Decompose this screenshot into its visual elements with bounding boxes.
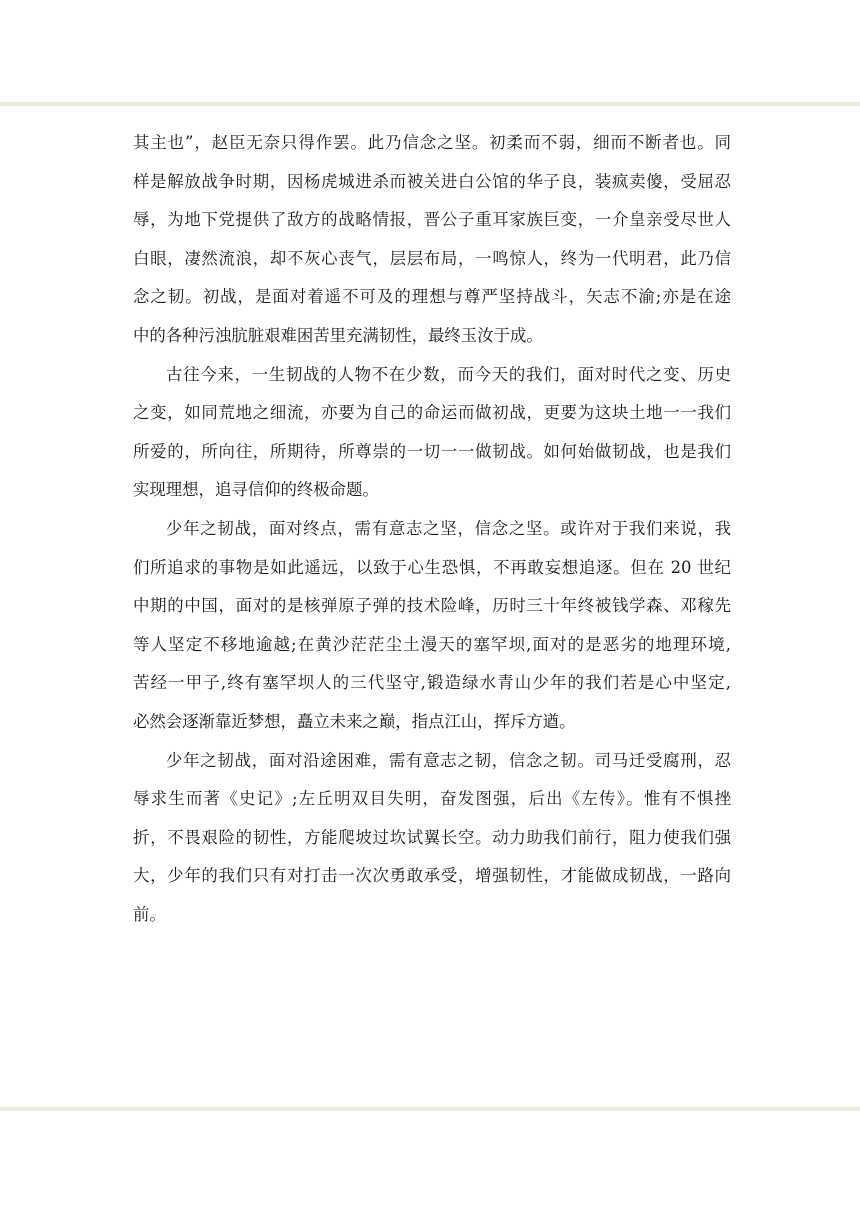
text-line: 白眼，凄然流浪，却不灰心丧气，层层布局，一鸣惊人，终为一代明君，此乃信	[133, 248, 731, 268]
text-line: 念之韧。初战，是面对着遥不可及的理想与尊严坚持战斗，矢志不渝;亦是在途	[133, 287, 731, 307]
bottom-divider	[0, 1107, 860, 1111]
text-line: 辱求生而著《史记》;左丘明双目失明，奋发图强，后出《左传》。惟有不惧挫	[133, 789, 731, 809]
paragraph-1	[133, 124, 731, 356]
text-line: 之变，如同荒地之细流，亦要为自己的命运而做初战，更要为这块土地一一我们	[133, 403, 731, 423]
text-line: 样是解放战争时期，因杨虎城进杀而被关进白公馆的华子良，装疯卖傻，受屈忍	[133, 171, 731, 191]
text-line: 必然会逐渐靠近梦想，矗立未来之巅，指点江山，挥斥方遒。	[133, 711, 576, 731]
text-line: 中期的中国，面对的是核弹原子弹的技术险峰，历时三十年终被钱学森、邓稼先	[133, 596, 731, 616]
text-line: 古往今来，一生韧战的人物不在少数，而今天的我们，面对时代之变、历史	[166, 364, 731, 384]
paragraph-2	[133, 356, 731, 510]
top-divider	[0, 102, 860, 106]
text-line: 少年之韧战，面对终点，需有意志之坚，信念之坚。或许对于我们来说，我	[166, 518, 731, 538]
text-line: 大，少年的我们只有对打击一次次勇敢承受，增强韧性，才能做成韧战，一路向	[133, 866, 731, 886]
text-line: 辱，为地下党提供了敌方的战略情报，晋公子重耳家族巨变，一介皇亲受尽世人	[133, 210, 731, 230]
text-line: 所爱的，所向往，所期待，所尊崇的一切一一做韧战。如何始做韧战，也是我们	[133, 441, 731, 461]
text-line: 少年之韧战，面对沿途困难，需有意志之韧，信念之韧。司马迁受腐刑，忍	[166, 750, 731, 770]
text-line: 折，不畏艰险的韧性，方能爬坡过坎试翼长空。动力助我们前行，阻力使我们强	[133, 827, 731, 847]
text-line: 中的各种污浊肮脏艰难困苦里充满韧性，最终玉汝于成。	[133, 325, 543, 345]
text-line: 苦经一甲子,终有塞罕坝人的三代坚守,锻造绿水青山少年的我们若是心中坚定,	[133, 673, 731, 693]
text-line: 等人坚定不移地逾越;在黄沙茫茫尘土漫天的塞罕坝,面对的是恶劣的地理环境,	[133, 634, 731, 654]
paragraph-3	[133, 510, 731, 742]
text-line: 实现理想，追寻信仰的终极命题。	[133, 480, 379, 500]
text-line: 前。	[133, 904, 166, 924]
text-line: 们所追求的事物是如此遥远，以致于心生恐惧，不再敢妄想追逐。但在 20 世纪	[133, 557, 731, 577]
paragraph-4	[133, 742, 731, 935]
document-body	[133, 124, 731, 934]
text-line: 其主也”，赵臣无奈只得作罢。此乃信念之坚。初柔而不弱，细而不断者也。同	[133, 133, 731, 152]
